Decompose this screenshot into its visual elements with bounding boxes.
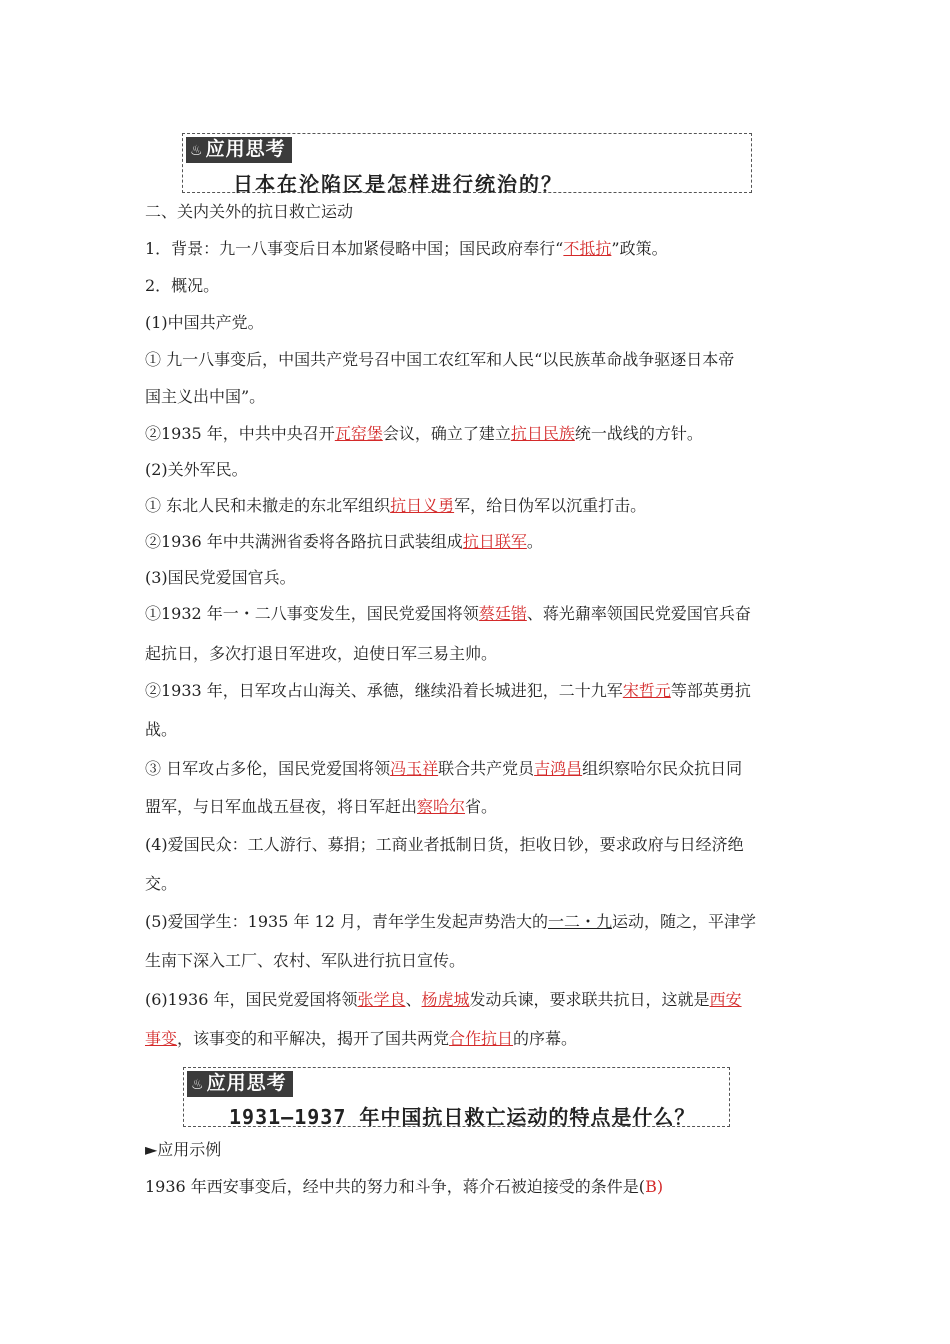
text: 、 bbox=[405, 990, 422, 1009]
think-box-1 bbox=[182, 133, 752, 196]
think-tag-label: 应用思考 bbox=[206, 1072, 287, 1094]
text: 军，给日伪军以沉重打击。 bbox=[454, 496, 647, 515]
text: ③ 日军攻占多伦，国民党爱国将领 bbox=[145, 759, 391, 778]
answer-blank: 张学良 bbox=[357, 990, 406, 1009]
answer-blank: 察哈尔 bbox=[417, 797, 466, 816]
sub1-item2 bbox=[145, 424, 703, 444]
text: 省。 bbox=[465, 797, 498, 816]
sub2-item1 bbox=[145, 496, 646, 516]
answer-blank: 蔡廷锴 bbox=[478, 604, 527, 623]
sub5-line2: 生南下深入工厂、农村、军队进行抗日宣传。 bbox=[145, 951, 466, 970]
answer-blank: 杨虎城 bbox=[421, 990, 470, 1009]
answer-blank: 抗日义勇 bbox=[390, 496, 455, 515]
sub4-line1: (4)爱国民众：工人游行、募捐；工商业者抵制日货，拒收日钞，要求政府与日经济绝 bbox=[145, 835, 744, 854]
think-question-1: 日本在沦陷区是怎样进行统治的？ bbox=[233, 172, 563, 196]
sub3-item2-line1 bbox=[145, 681, 751, 701]
answer-blank: 西安 bbox=[709, 990, 742, 1009]
answer-blank: 不抵抗 bbox=[563, 239, 612, 258]
sub3-item2-line2: 战。 bbox=[145, 720, 178, 739]
example-question bbox=[145, 1177, 663, 1197]
answer-choice: B bbox=[645, 1177, 657, 1196]
answer-blank: 事变 bbox=[145, 1029, 178, 1048]
answer-blank: 宋哲元 bbox=[622, 681, 671, 700]
text: ②1936 年中共满洲省委将各路抗日武装组成 bbox=[145, 532, 463, 551]
text: 。 bbox=[526, 532, 543, 551]
underlined-term: 一二・九 bbox=[548, 912, 613, 931]
text: 联合共产党员 bbox=[438, 759, 535, 778]
sub2-item2 bbox=[145, 532, 543, 552]
think-tag-label: 应用思考 bbox=[205, 138, 286, 160]
think-question-2: 1931—1937 年中国抗日救亡运动的特点是什么？ bbox=[229, 1105, 696, 1129]
sub2-title: (2)关外军民。 bbox=[145, 460, 248, 479]
think-tag-2 bbox=[187, 1071, 293, 1097]
text: ①1932 年一・二八事变发生，国民党爱国将领 bbox=[145, 604, 479, 623]
steam-icon: ♨ bbox=[191, 1077, 205, 1093]
sub1-title: (1)中国共产党。 bbox=[145, 313, 264, 332]
text: 组织察哈尔民众抗日同 bbox=[582, 759, 743, 778]
answer-blank: 冯玉祥 bbox=[390, 759, 439, 778]
text: 、蒋光鼐率领国民党爱国官兵奋 bbox=[526, 604, 751, 623]
sub1-item1-line2: 国主义出中国”。 bbox=[145, 387, 266, 406]
background-line bbox=[145, 239, 668, 259]
sub3-item1-line1 bbox=[145, 604, 751, 624]
text: 1936 年西安事变后，经中共的努力和斗争，蒋介石被迫接受的条件是( bbox=[145, 1177, 646, 1196]
steam-icon: ♨ bbox=[190, 143, 204, 159]
text: (6)1936 年，国民党爱国将领 bbox=[145, 990, 358, 1009]
text: 会议，确立了建立 bbox=[382, 424, 511, 443]
text: ① 东北人民和未撤走的东北军组织 bbox=[145, 496, 391, 515]
think-box-2 bbox=[183, 1067, 730, 1127]
overview-title: 2．概况。 bbox=[145, 276, 220, 295]
text: 统一战线的方针。 bbox=[574, 424, 703, 443]
sub3-item3-line1 bbox=[145, 759, 742, 779]
sub3-title: (3)国民党爱国官兵。 bbox=[145, 568, 296, 587]
answer-blank: 抗日联军 bbox=[462, 532, 527, 551]
example-title: ►应用示例 bbox=[145, 1140, 222, 1159]
text: ，该事变的和平解决，揭开了国共两党 bbox=[177, 1029, 450, 1048]
answer-blank: 吉鸿昌 bbox=[534, 759, 583, 778]
sub5-line1 bbox=[145, 912, 756, 932]
text: 的序幕。 bbox=[513, 1029, 578, 1048]
text: ②1935 年，中共中央召开 bbox=[145, 424, 335, 443]
text: ”政策。 bbox=[611, 239, 668, 258]
sub6-line2 bbox=[145, 1029, 577, 1049]
sub3-item1-line2: 起抗日，多次打退日军进攻，迫使日军三易主帅。 bbox=[145, 644, 498, 663]
sub1-item1-line1: ① 九一八事变后，中国共产党号召中国工农红军和人民“以民族革命战争驱逐日本帝 bbox=[145, 350, 735, 369]
text: ②1933 年，日军攻占山海关、承德，继续沿着长城进犯，二十九军 bbox=[145, 681, 623, 700]
text: 发动兵谏，要求联共抗日，这就是 bbox=[469, 990, 710, 1009]
section-title: 二、关内关外的抗日救亡运动 bbox=[145, 202, 354, 221]
sub3-item3-line2 bbox=[145, 797, 497, 817]
paren-close: ) bbox=[656, 1177, 664, 1196]
sub6-line1 bbox=[145, 990, 742, 1010]
text: 等部英勇抗 bbox=[670, 681, 751, 700]
text: 运动，随之，平津学 bbox=[612, 912, 757, 931]
text: 1．背景：九一八事变后日本加紧侵略中国；国民政府奉行“ bbox=[145, 239, 564, 258]
answer-blank: 抗日民族 bbox=[510, 424, 575, 443]
sub4-line2: 交。 bbox=[145, 874, 178, 893]
text: (5)爱国学生：1935 年 12 月，青年学生发起声势浩大的 bbox=[145, 912, 549, 931]
text: 盟军，与日军血战五昼夜，将日军赶出 bbox=[145, 797, 418, 816]
answer-blank: 合作抗日 bbox=[449, 1029, 514, 1048]
think-tag-1 bbox=[186, 137, 292, 163]
answer-blank: 瓦窑堡 bbox=[334, 424, 383, 443]
